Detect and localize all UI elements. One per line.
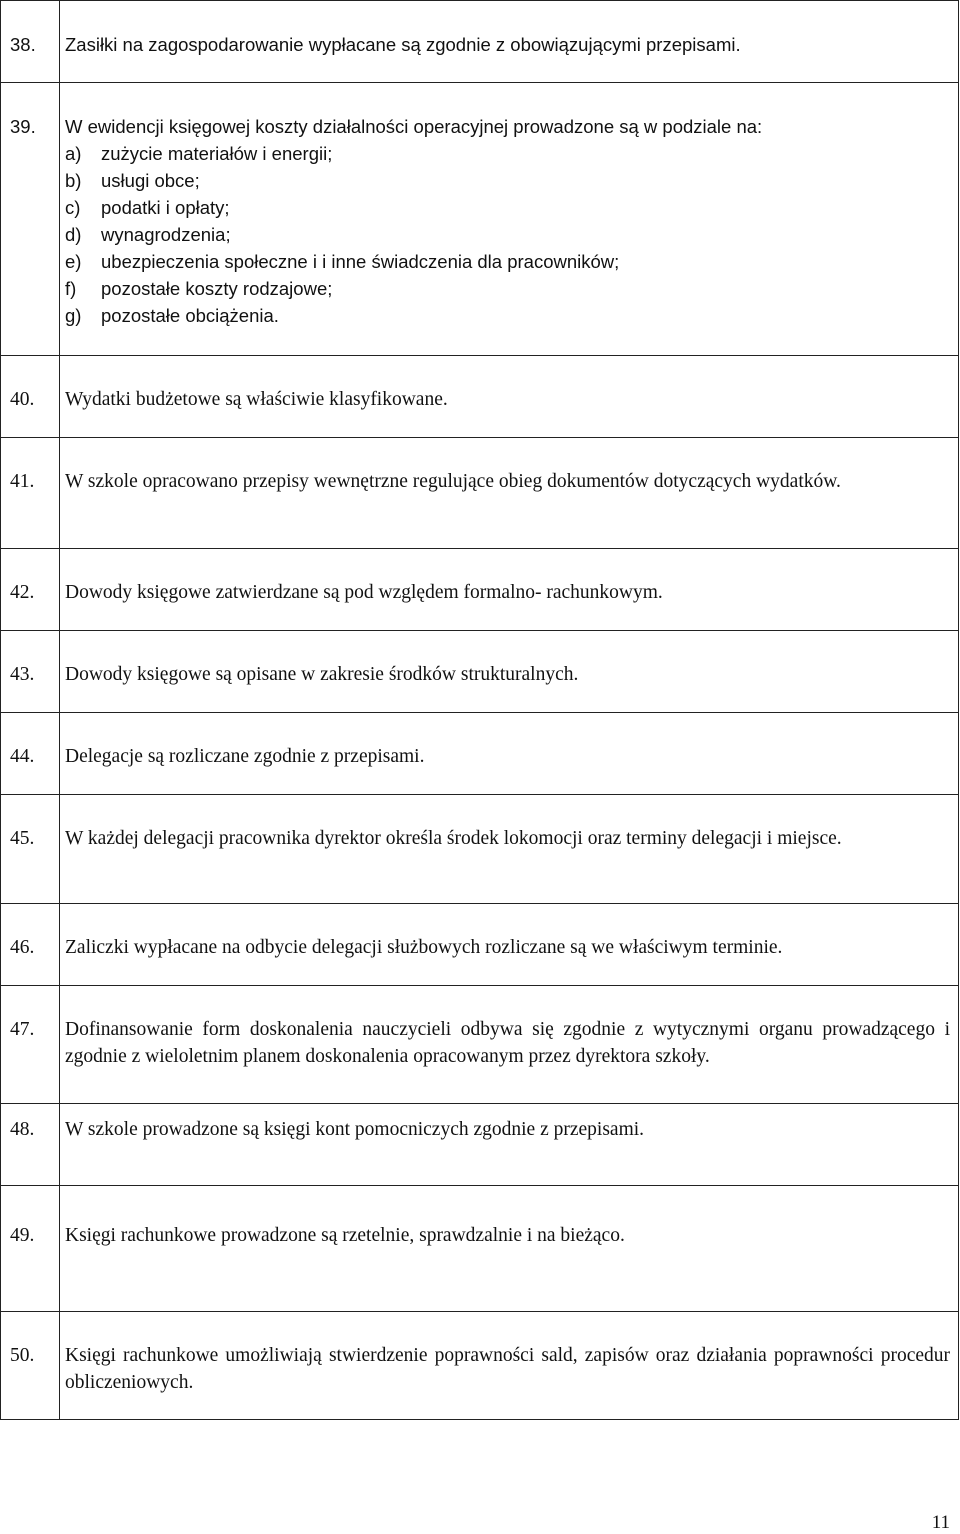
- item-text: Zasiłki na zagospodarowanie wypłacane są zgodnie z obowiązującymi przepisami.: [65, 34, 741, 55]
- table-row: [1, 795, 959, 904]
- list-item: [65, 302, 950, 329]
- table-row: [1, 356, 959, 438]
- table-row: [1, 986, 959, 1104]
- list-item: [65, 248, 950, 275]
- item-number: 46.: [10, 937, 35, 958]
- item-text-block: [60, 83, 958, 329]
- list-item: [65, 194, 950, 221]
- item-number: 45.: [10, 828, 35, 849]
- table-row: [1, 1104, 959, 1186]
- item-text: Księgi rachunkowe umożliwiają stwierdzenie poprawności sald, zapisów oraz działania poprawności procedur obliczeniowych.: [65, 1345, 950, 1393]
- table-row: [1, 904, 959, 986]
- item-text: Zaliczki wypłacane na odbycie delegacji służbowych rozliczane są we właściwym terminie.: [65, 937, 783, 958]
- item-text: Wydatki budżetowe są właściwie klasyfikowane.: [65, 389, 448, 410]
- item-text: W ewidencji księgowej koszty działalności operacyjnej prowadzone są w podziale na:: [65, 116, 763, 137]
- list-item: [65, 221, 950, 248]
- item-number: 49.: [10, 1225, 35, 1246]
- list-letter: c): [65, 197, 81, 218]
- list-item-text: pozostałe koszty rodzajowe;: [101, 278, 333, 299]
- table-row: [1, 549, 959, 631]
- item-number: 50.: [10, 1345, 35, 1366]
- list-letter: f): [65, 278, 77, 299]
- list-item-text: usługi obce;: [101, 170, 200, 191]
- item-text: Dowody księgowe są opisane w zakresie środków strukturalnych.: [65, 664, 579, 685]
- list-item-text: podatki i opłaty;: [101, 197, 230, 218]
- list-letter: g): [65, 305, 82, 326]
- list-item-text: zużycie materiałów i energii;: [101, 143, 333, 164]
- item-number: 42.: [10, 582, 35, 603]
- item-number: 40.: [10, 389, 35, 410]
- item-text: W szkole opracowano przepisy wewnętrzne regulujące obieg dokumentów dotyczących wydatków.: [65, 471, 841, 492]
- list-item: [65, 275, 950, 302]
- item-text: W szkole prowadzone są księgi kont pomocniczych zgodnie z przepisami.: [65, 1119, 645, 1140]
- list-item: [65, 167, 950, 194]
- list-letter: a): [65, 143, 82, 164]
- page-number: 11: [931, 1512, 950, 1533]
- table-row: [1, 83, 959, 356]
- item-number: 43.: [10, 664, 35, 685]
- table-row: [1, 1, 959, 83]
- list-item-text: pozostałe obciążenia.: [101, 305, 279, 326]
- item-text: W każdej delegacji pracownika dyrektor określa środek lokomocji oraz terminy delegacji i miejsce.: [65, 828, 842, 849]
- table-row: [1, 1312, 959, 1420]
- list-item-text: ubezpieczenia społeczne i i inne świadczenia dla pracowników;: [101, 251, 620, 272]
- item-number: 39.: [10, 116, 36, 137]
- item-number: 38.: [10, 34, 36, 55]
- list-item: [65, 140, 950, 167]
- item-number: 48.: [10, 1119, 35, 1140]
- table-row: [1, 631, 959, 713]
- cost-category-list: [65, 140, 950, 329]
- item-text: Księgi rachunkowe prowadzone są rzetelnie, sprawdzalnie i na bieżąco.: [65, 1225, 625, 1246]
- table-row: [1, 1186, 959, 1312]
- item-text: Dowody księgowe zatwierdzane są pod względem formalno- rachunkowym.: [65, 582, 663, 603]
- table-row: [1, 438, 959, 549]
- item-number: 47.: [10, 1019, 35, 1040]
- item-number: 41.: [10, 471, 35, 492]
- list-item-text: wynagrodzenia;: [101, 224, 231, 245]
- list-letter: e): [65, 251, 82, 272]
- item-number: 44.: [10, 746, 35, 767]
- list-letter: d): [65, 224, 82, 245]
- table-row: [1, 713, 959, 795]
- list-letter: b): [65, 170, 82, 191]
- item-text: Delegacje są rozliczane zgodnie z przepisami.: [65, 746, 425, 767]
- item-text: Dofinansowanie form doskonalenia nauczycieli odbywa się zgodnie z wytycznymi organu prowadzącego i zgodnie z wieloletnim planem doskonalenia opracowanym przez dyrektora szkoły.: [65, 1019, 950, 1067]
